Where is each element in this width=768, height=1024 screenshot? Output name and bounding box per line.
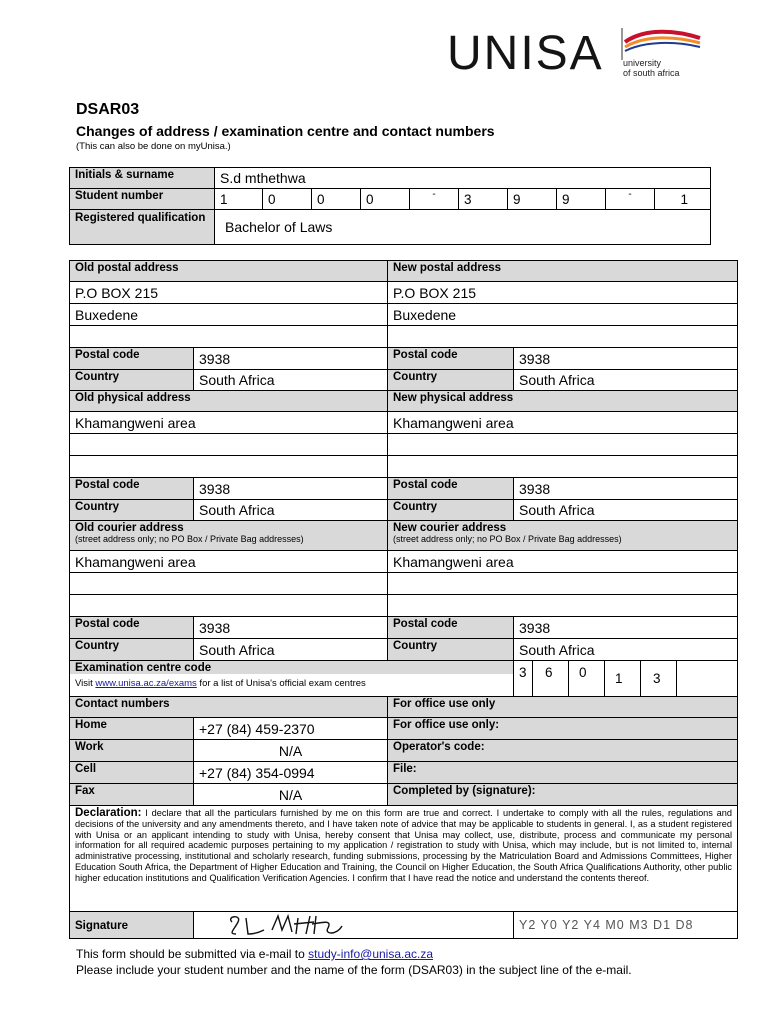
courier-note: (street address only; no PO Box / Private Bag addresses) — [393, 534, 622, 544]
file-label: File: — [388, 762, 738, 784]
student-number-digit[interactable]: 3 — [459, 189, 508, 210]
country-label: Country — [388, 500, 514, 521]
unisa-logo-wordmark: UNISA — [447, 27, 604, 80]
exam-centre-digit[interactable]: 1 — [605, 661, 641, 697]
new-postal-code-field[interactable]: 3938 — [514, 348, 738, 370]
new-physical-country-field[interactable]: South Africa — [514, 500, 738, 521]
old-physical-line3-field[interactable] — [70, 456, 388, 478]
student-number-digit[interactable]: 1 — [215, 189, 263, 210]
postal-code-label: Postal code — [70, 478, 194, 500]
old-courier-country-field[interactable]: South Africa — [194, 639, 388, 661]
student-number-label: Student number — [70, 189, 215, 210]
qualification-label: Registered qualification — [70, 210, 215, 245]
new-courier-label: New courier address (street address only; no PO Box / Private Bag addresses) — [388, 521, 738, 551]
postal-code-label: Postal code — [70, 348, 194, 370]
exam-centre-label: Examination centre code Visit www.unisa.ac.za/exams for a list of Unisa's official exam centres — [70, 661, 514, 697]
country-label: Country — [388, 370, 514, 391]
old-postal-line3-field[interactable] — [70, 326, 388, 348]
new-courier-line1-field[interactable]: Khamangweni area — [388, 551, 738, 573]
old-physical-code-field[interactable]: 3938 — [194, 478, 388, 500]
work-phone-field[interactable]: N/A — [194, 740, 388, 762]
student-number-separator: - — [410, 189, 459, 210]
country-label: Country — [70, 500, 194, 521]
email-link[interactable]: study-info@unisa.ac.za — [308, 947, 434, 961]
student-number-digit[interactable]: 1 — [655, 189, 711, 210]
country-label: Country — [388, 639, 514, 661]
fax-field[interactable]: N/A — [194, 784, 388, 806]
new-physical-line1-field[interactable]: Khamangweni area — [388, 412, 738, 434]
contact-numbers-label: Contact numbers — [70, 697, 388, 718]
student-number-separator: - — [606, 189, 655, 210]
old-physical-label: Old physical address — [70, 391, 388, 412]
form-title: Changes of address / examination centre and contact numbers — [76, 123, 495, 139]
new-courier-line2-field[interactable] — [388, 573, 738, 595]
new-postal-country-field[interactable]: South Africa — [514, 370, 738, 391]
form-code: DSAR03 — [76, 101, 140, 118]
postal-code-label: Postal code — [388, 478, 514, 500]
country-label: Country — [70, 639, 194, 661]
student-number-row — [70, 189, 711, 210]
fax-label: Fax — [70, 784, 194, 806]
new-postal-label: New postal address — [388, 261, 738, 282]
old-physical-line1-field[interactable]: Khamangweni area — [70, 412, 388, 434]
old-postal-code-field[interactable]: 3938 — [194, 348, 388, 370]
exam-centre-digit[interactable]: 3 — [641, 661, 677, 697]
postal-code-label: Postal code — [70, 617, 194, 639]
operator-code-label: Operator's code: — [388, 740, 738, 762]
old-courier-line1-field[interactable]: Khamangweni area — [70, 551, 388, 573]
home-phone-field[interactable]: +27 (84) 459-2370 — [194, 718, 388, 740]
new-postal-line1-field[interactable]: P.O BOX 215 — [388, 282, 738, 304]
new-courier-line3-field[interactable] — [388, 595, 738, 617]
signature-field[interactable] — [194, 912, 514, 939]
exam-centre-digit[interactable] — [677, 661, 738, 697]
old-courier-line2-field[interactable] — [70, 573, 388, 595]
office-use-label: For office use only — [388, 697, 738, 718]
postal-code-label: Postal code — [388, 348, 514, 370]
new-physical-code-field[interactable]: 3938 — [514, 478, 738, 500]
old-courier-label: Old courier address (street address only; no PO Box / Private Bag addresses) — [70, 521, 388, 551]
exam-centres-link[interactable]: www.unisa.ac.za/exams — [95, 678, 197, 689]
country-label: Country — [70, 370, 194, 391]
signature-date-field[interactable]: Y2 Y0 Y2 Y4 M0 M3 D1 D8 — [514, 912, 738, 939]
student-number-digit[interactable]: 0 — [361, 189, 410, 210]
student-number-digit[interactable]: 0 — [312, 189, 361, 210]
new-physical-line3-field[interactable] — [388, 456, 738, 478]
old-physical-line2-field[interactable] — [70, 434, 388, 456]
student-number-digit[interactable]: 9 — [508, 189, 557, 210]
postal-code-label: Postal code — [388, 617, 514, 639]
new-courier-code-field[interactable]: 3938 — [514, 617, 738, 639]
old-postal-line2-field[interactable]: Buxedene — [70, 304, 388, 326]
cell-label: Cell — [70, 762, 194, 784]
new-postal-line3-field[interactable] — [388, 326, 738, 348]
completed-by-label: Completed by (signature): — [388, 784, 738, 806]
old-postal-country-field[interactable]: South Africa — [194, 370, 388, 391]
exam-centre-digit[interactable]: 3 — [514, 661, 533, 697]
courier-note: (street address only; no PO Box / Private Bag addresses) — [75, 534, 304, 544]
old-postal-line1-field[interactable]: P.O BOX 215 — [70, 282, 388, 304]
home-label: Home — [70, 718, 194, 740]
exam-centre-digit[interactable]: 6 — [533, 661, 569, 697]
exam-centre-row — [70, 661, 738, 697]
handwritten-signature-icon — [224, 912, 374, 938]
declaration: Declaration: I declare that all the particulars furnished by me on this form are true and correct. I undertake to comply with all the rules, regulations and decisions of the university and any amendments thereto, and I have taken note of advice that may be applicable to students in general. I, as a student registered with Unisa or an applicant intending to study with Unisa, hereby consent that Unisa may collect, use, distribute, process and communicate my personal information for all required academic purposes pertaining to my application / registration to study with Unisa, which may include, but is not limited to, internal administrative processing, institutional and scholarly research, funding submissions, processing by the Matriculation Board and Admissions Committees, Higher Education South Africa, the Department of Higher Education and Training, the Council on Higher Education, the South Africa Qualifications Authority, other public higher education institutions and Qualification Verification Agencies. I confirm that I have read the notice and understand the contents thereof. — [70, 806, 738, 912]
old-physical-country-field[interactable]: South Africa — [194, 500, 388, 521]
footer-instructions: This form should be submitted via e-mail to study-info@unisa.ac.za Please include your student number and the name of the form (DSAR03) in the subject line of the e-mail. — [76, 947, 632, 977]
office-use-label-2: For office use only: — [388, 718, 738, 740]
work-label: Work — [70, 740, 194, 762]
student-number-digit[interactable]: 0 — [263, 189, 312, 210]
qualification-field[interactable]: Bachelor of Laws — [215, 210, 711, 245]
cell-phone-field[interactable]: +27 (84) 354-0994 — [194, 762, 388, 784]
student-table — [69, 167, 711, 245]
old-postal-label: Old postal address — [70, 261, 388, 282]
student-number-digit[interactable]: 9 — [557, 189, 606, 210]
initials-label: Initials & surname — [70, 168, 215, 189]
new-postal-line2-field[interactable]: Buxedene — [388, 304, 738, 326]
new-courier-country-field[interactable]: South Africa — [514, 639, 738, 661]
form-note: (This can also be done on myUnisa.) — [76, 141, 231, 152]
exam-centre-digit[interactable]: 0 — [569, 661, 605, 697]
new-physical-label: New physical address — [388, 391, 738, 412]
initials-field[interactable]: S.d mthethwa — [215, 168, 711, 189]
signature-label: Signature — [70, 912, 194, 939]
address-table — [69, 260, 738, 939]
old-courier-code-field[interactable]: 3938 — [194, 617, 388, 639]
unisa-logo-icon — [620, 28, 702, 60]
new-physical-line2-field[interactable] — [388, 434, 738, 456]
unisa-logo-subtitle: university of south africa — [623, 58, 680, 78]
old-courier-line3-field[interactable] — [70, 595, 388, 617]
exam-centre-note: Visit www.unisa.ac.za/exams for a list of Unisa's official exam centres — [75, 678, 366, 689]
